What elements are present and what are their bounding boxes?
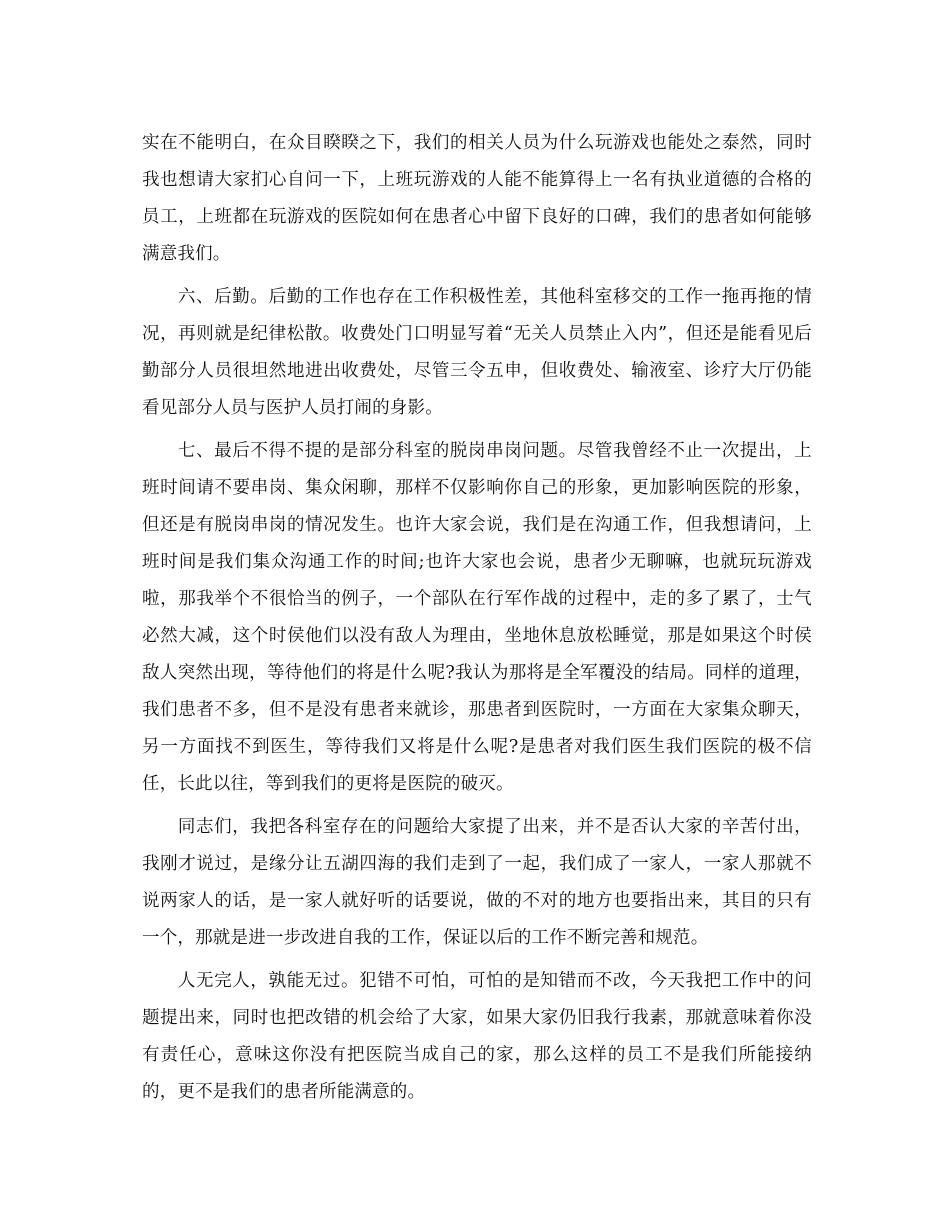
paragraph-2: 六、后勤。后勤的工作也存在工作积极性差，其他科室移交的工作一拖再拖的情况，再则就是纪律松散。收费处门口明显写着“无关人员禁止入内”，但还是能看见后勤部分人员很坦然地进出收费处，尽管三令五申，但收费处、输液室、诊疗大厅仍能看见部分人员与医护人员打闹的身影。 (142, 287, 812, 418)
paragraph-5: 人无完人，孰能无过。犯错不可怕，可怕的是知错而不改，今天我把工作中的问题提出来，同时也把改错的机会给了大家，如果大家仍旧我行我素，那就意味着你没有责任心，意味这你没有把医院当成自己的家，那么这样的员工不是我们所能接纳的，更不是我们的患者所能满意的。 (142, 971, 812, 1102)
paragraph-4: 同志们，我把各科室存在的问题给大家提了出来，并不是否认大家的辛苦付出，我刚才说过，是缘分让五湖四海的我们走到了一起，我们成了一家人，一家人那就不说两家人的话，是一家人就好听的话要说，做的不对的地方也要指出来，其目的只有一个，那就是进一步改进自我的工作，保证以后的工作不断完善和规范。 (142, 817, 812, 948)
paragraph-3: 七、最后不得不提的是部分科室的脱岗串岗问题。尽管我曾经不止一次提出，上班时间请不要串岗、集众闲聊，那样不仅影响你自己的形象，更加影响医院的形象，但还是有脱岗串岗的情况发生。也许大家会说，我们是在沟通工作，但我想请问，上班时间是我们集众沟通工作的时间;也许大家也会说，患者少无聊嘛，也就玩玩游戏啦，那我举个不很恰当的例子，一个部队在行军作战的过程中，走的多了累了，士气必然大减，这个时侯他们以没有敌人为理由，坐地休息放松睡觉，那是如果这个时侯敌人突然出现，等待他们的将是什么呢?我认为那将是全军覆没的结局。同样的道理，我们患者不多，但不是没有患者来就诊，那患者到医院时，一方面在大家集众聊天，另一方面找不到医生，等待我们又将是什么呢?是患者对我们医生我们医院的极不信任，长此以往，等到我们的更将是医院的破灭。 (142, 441, 812, 794)
paragraph-1: 实在不能明白，在众目睽睽之下，我们的相关人员为什么玩游戏也能处之泰然，同时我也想请大家扪心自问一下，上班玩游戏的人能不能算得上一名有执业道德的合格的员工，上班都在玩游戏的医院如何在患者心中留下良好的口碑，我们的患者如何能够满意我们。 (142, 133, 812, 264)
document-body (142, 125, 812, 1117)
